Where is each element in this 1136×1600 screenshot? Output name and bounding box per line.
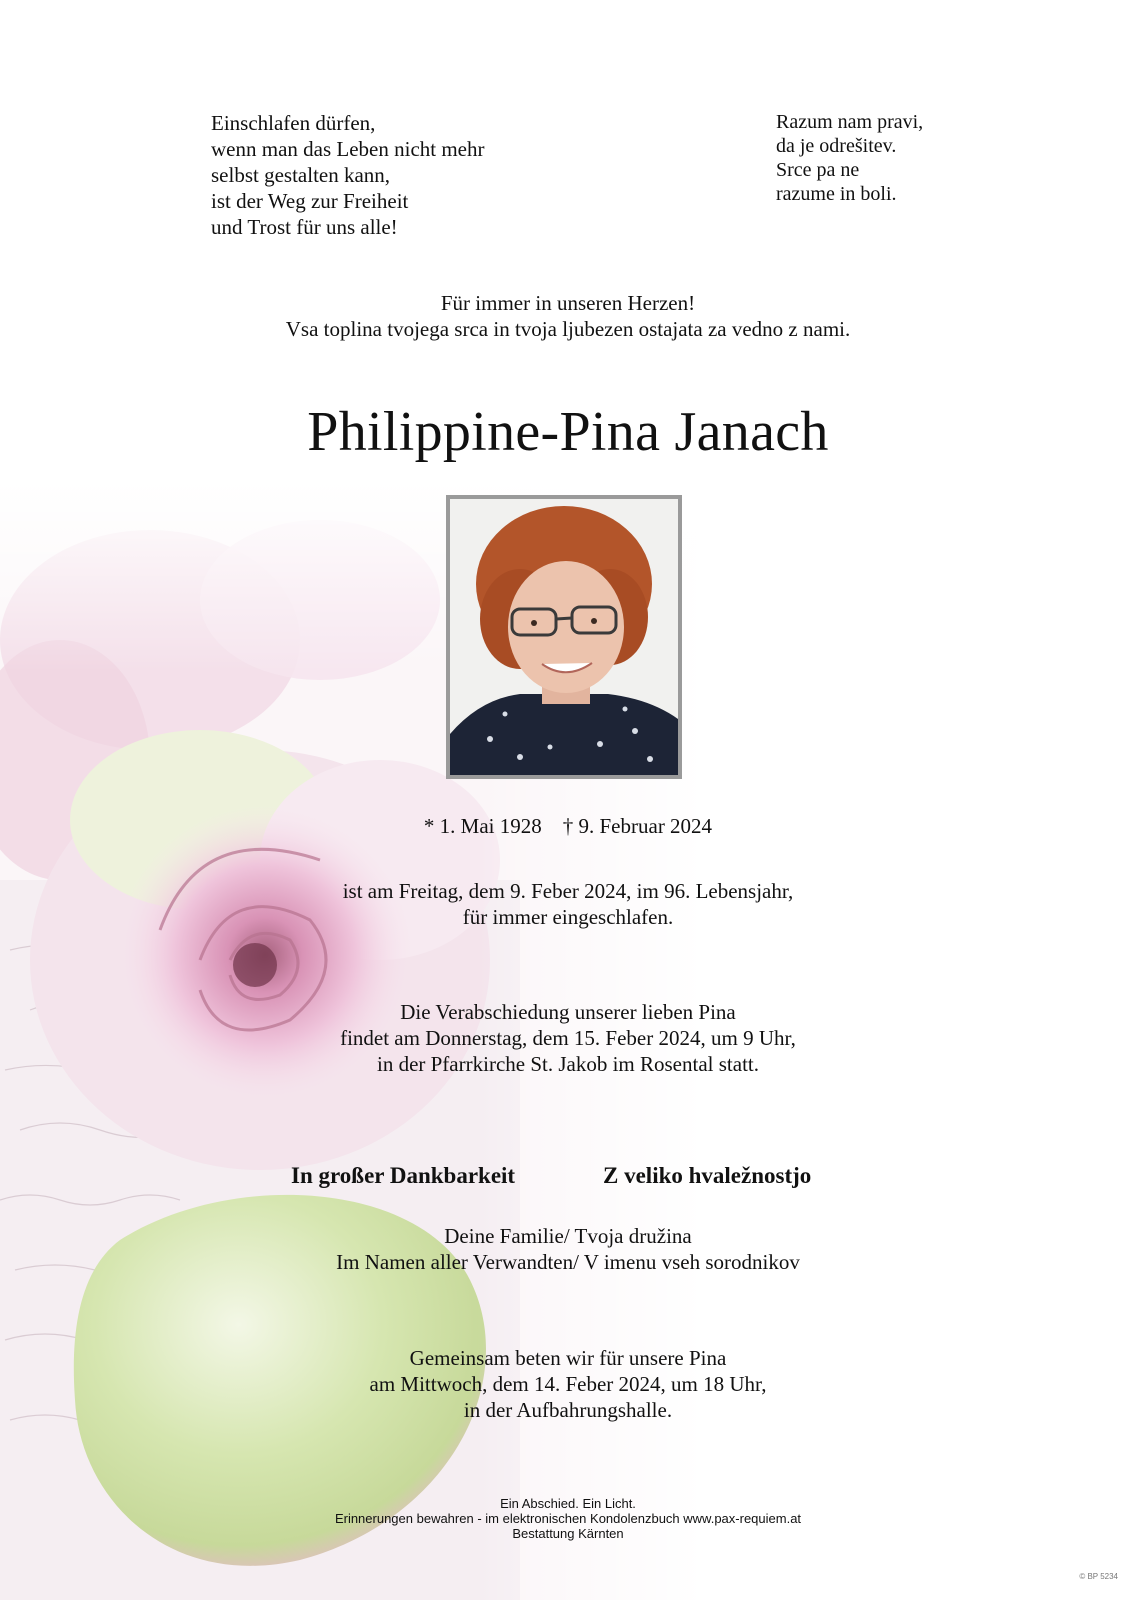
prayer-line: am Mittwoch, dem 14. Feber 2024, um 18 Uhr, <box>369 1372 767 1396</box>
announcement-line: für immer eingeschlafen. <box>462 905 674 929</box>
farewell-line: findet am Donnerstag, dem 15. Feber 2024, um 9 Uhr, <box>340 1026 796 1050</box>
life-dates: * 1. Mai 1928 † 9. Februar 2024 <box>423 814 713 838</box>
poem-german <box>211 110 485 240</box>
announcement-line: ist am Freitag, dem 9. Feber 2024, im 96. Lebensjahr, <box>342 879 794 903</box>
footer-slogan: Ein Abschied. Ein Licht. <box>500 1496 636 1511</box>
poem-german-line: wenn man das Leben nicht mehr <box>211 137 485 161</box>
poem-german-line: und Trost für uns alle! <box>211 215 398 239</box>
poem-slovene-line: Srce pa ne <box>776 159 860 181</box>
print-code: © BP 5234 <box>1079 1572 1118 1581</box>
farewell-ceremony <box>0 999 1136 1077</box>
poem-slovene-line: da je odrešitev. <box>776 135 897 157</box>
family-line: Deine Familie/ Tvoja družina <box>444 1224 692 1248</box>
portrait-photo <box>446 495 682 779</box>
poem-slovene <box>776 110 923 206</box>
poem-german-line: Einschlafen dürfen, <box>211 111 376 135</box>
family-line: Im Namen aller Verwandten/ V imenu vseh sorodnikov <box>336 1250 800 1274</box>
dedication-line-slovene: Vsa toplina tvojega srca in tvoja ljubezen ostajata za vedno z nami. <box>285 317 851 341</box>
footer <box>0 1496 1136 1541</box>
gratitude-slovene: Z veliko hvaležnostjo <box>603 1163 812 1188</box>
poem-german-line: ist der Weg zur Freiheit <box>211 189 409 213</box>
poem-german-line: selbst gestalten kann, <box>211 163 391 187</box>
family-signature <box>0 1223 1136 1275</box>
dedication-line-german: Für immer in unseren Herzen! <box>440 291 696 315</box>
death-announcement <box>0 878 1136 930</box>
farewell-line: Die Verabschiedung unserer lieben Pina <box>400 1000 736 1024</box>
portrait-image <box>450 499 678 775</box>
gratitude-german: In großer Dankbarkeit <box>291 1163 516 1188</box>
farewell-line: in der Pfarrkirche St. Jakob im Rosental statt. <box>376 1052 759 1076</box>
footer-company: Bestattung Kärnten <box>512 1526 624 1541</box>
poem-slovene-line: Razum nam pravi, <box>776 111 924 133</box>
dedication <box>0 290 1136 342</box>
prayer-line: Gemeinsam beten wir für unsere Pina <box>409 1346 727 1370</box>
poem-slovene-line: razume in boli. <box>776 183 897 205</box>
footer-condolence-link[interactable]: Erinnerungen bewahren - im elektronischen Kondolenzbuch www.pax-requiem.at <box>334 1511 802 1526</box>
prayer-notice <box>0 1345 1136 1423</box>
prayer-line: in der Aufbahrungshalle. <box>463 1398 673 1422</box>
deceased-name: Philippine-Pina Janach <box>307 401 829 463</box>
